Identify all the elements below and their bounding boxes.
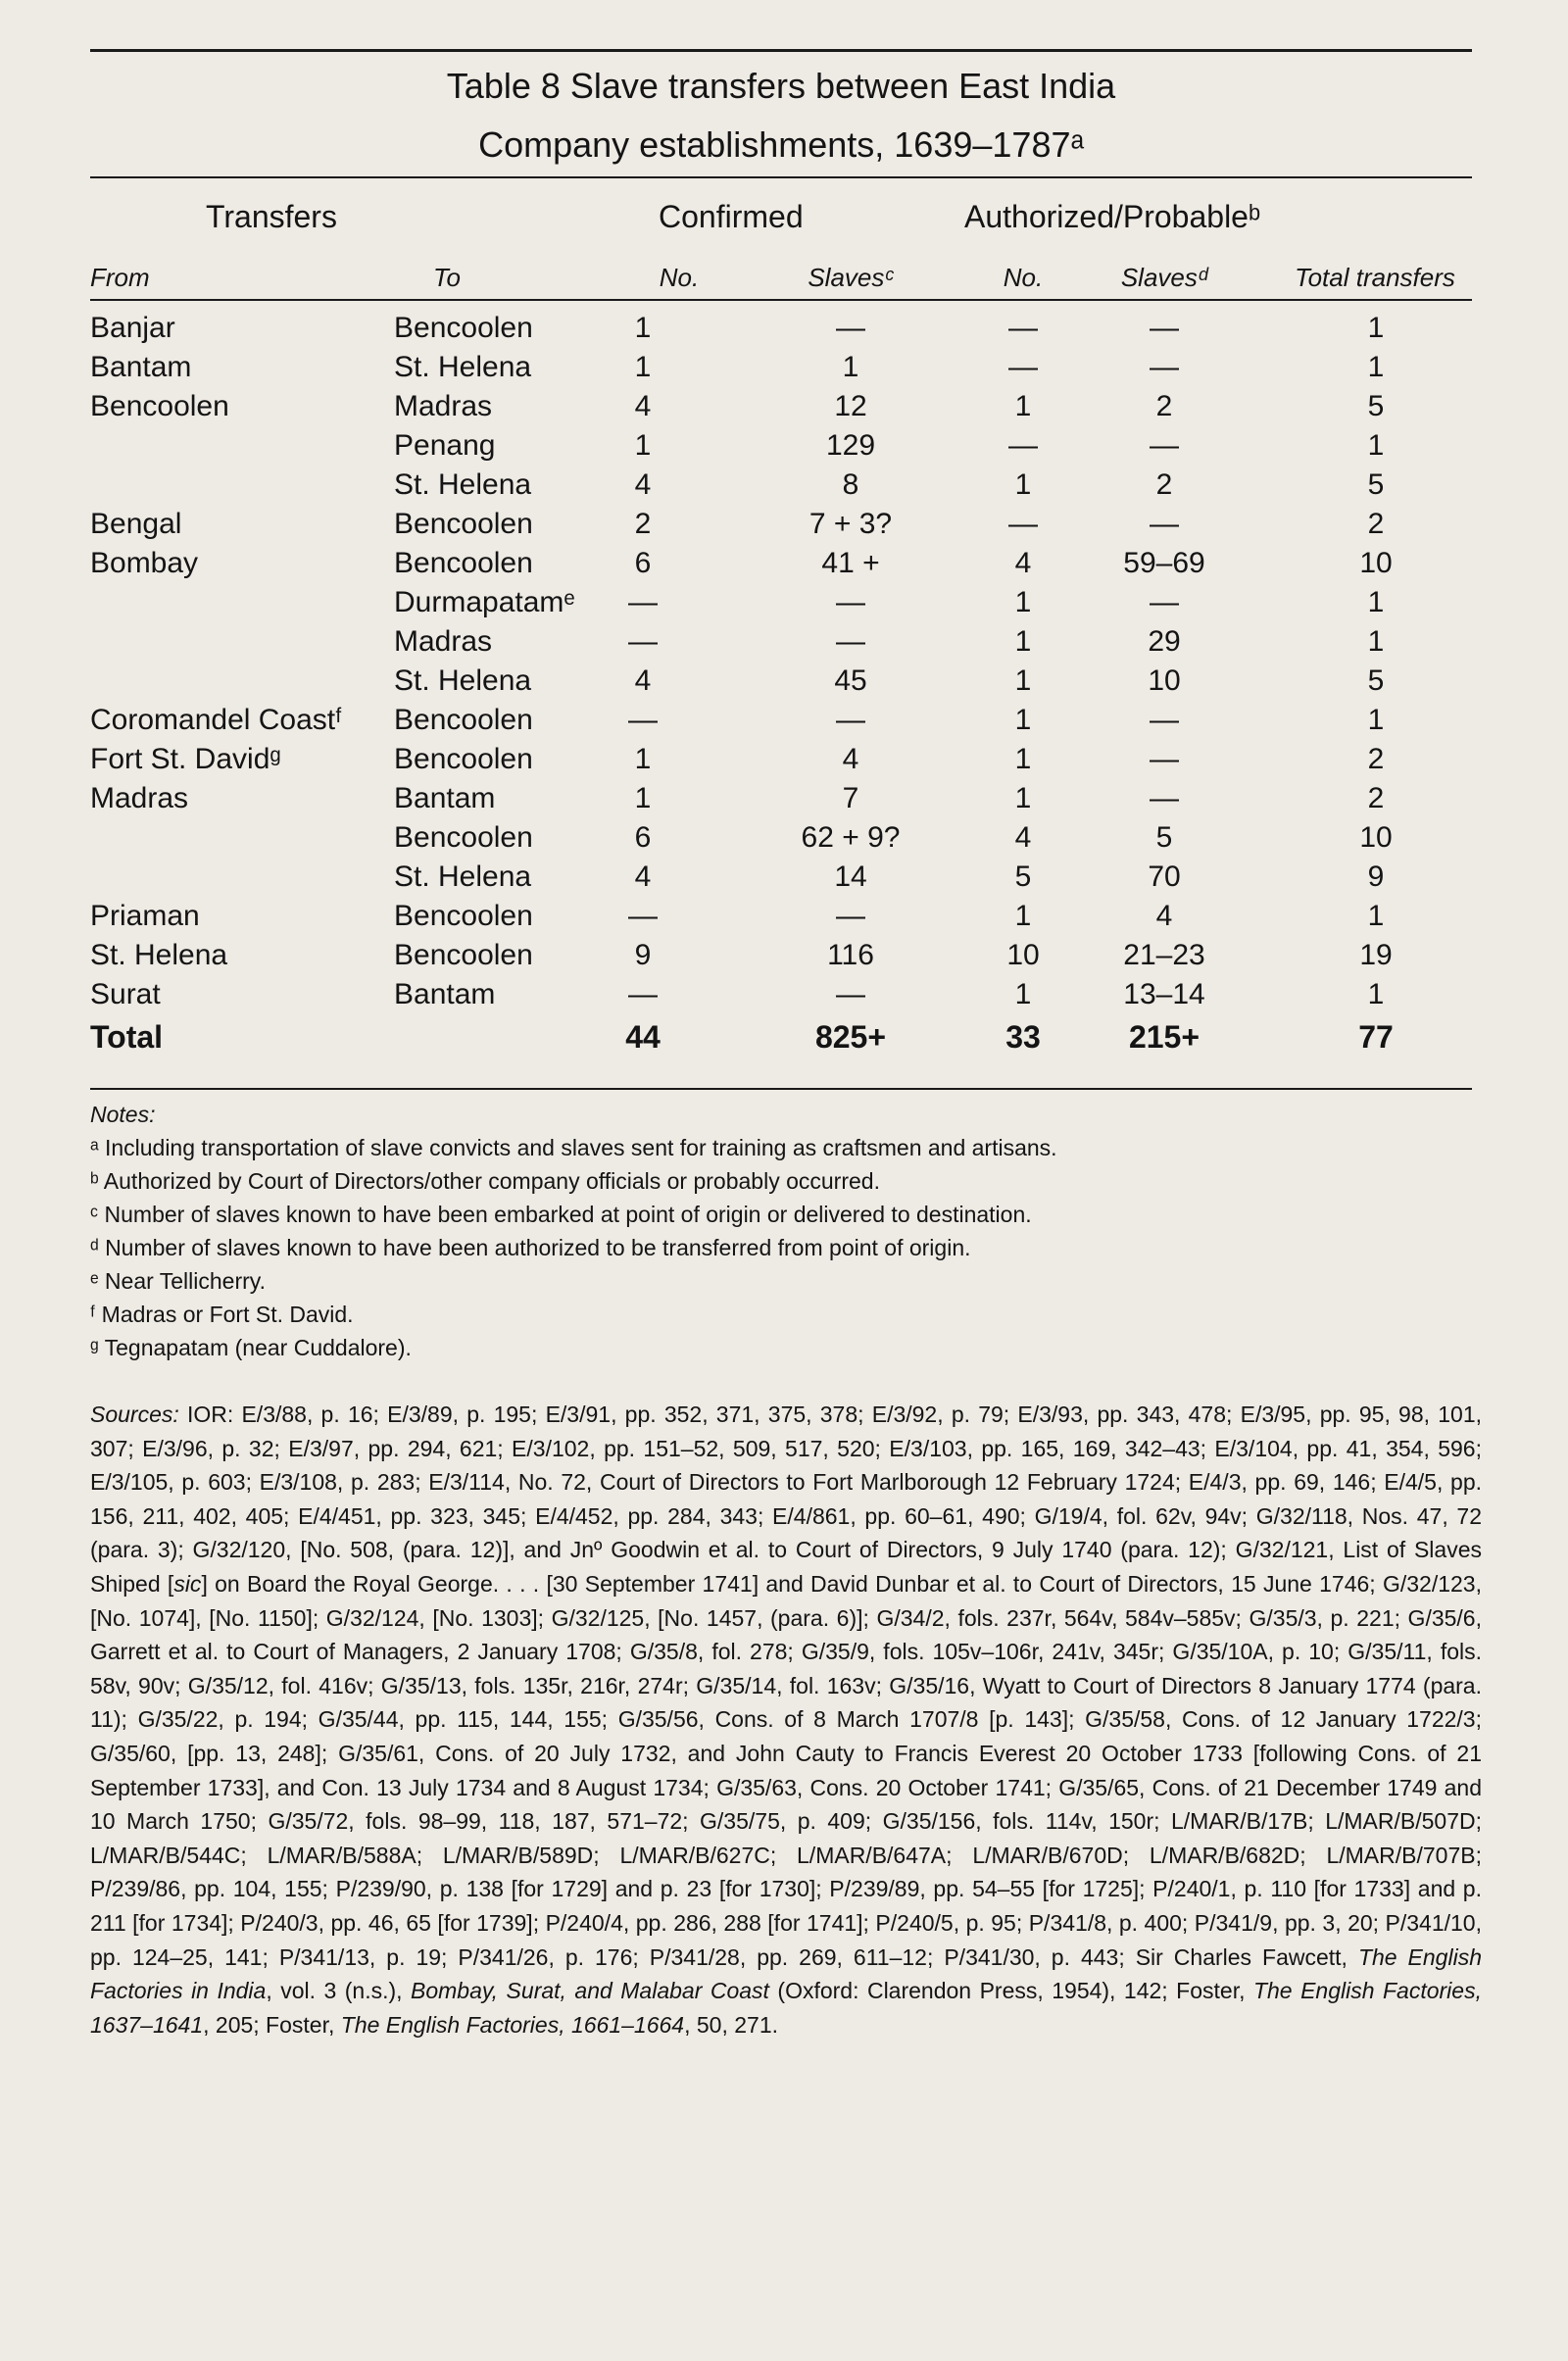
cell-authorized-slaves: 2 — [1155, 390, 1173, 422]
cell-from: St. Helena — [90, 939, 228, 971]
cell-from: Coromandel Coastᶠ — [90, 704, 342, 736]
title-rule — [90, 176, 1472, 178]
cell-confirmed-slaves: — — [836, 900, 865, 932]
cell-authorized-no: 4 — [1014, 821, 1032, 854]
cell-confirmed-no: 1 — [634, 351, 652, 383]
header-authorized: Authorized/Probableᵇ — [964, 199, 1261, 234]
cell-to: Bencoolen — [394, 900, 533, 932]
sources-text-3: , vol. 3 (n.s.), — [266, 1978, 412, 2004]
cell-authorized-no: — — [1008, 351, 1038, 383]
cell-total-transfers: 1 — [1367, 900, 1385, 932]
cell-authorized-slaves: 29 — [1148, 625, 1181, 658]
note-b: ᵇ Authorized by Court of Directors/other company officials or probably occurred. — [90, 1168, 880, 1194]
table-title-line1: Table 8 Slave transfers between East India — [446, 66, 1116, 106]
cell-confirmed-no: — — [628, 900, 658, 932]
cell-confirmed-slaves: 12 — [834, 390, 867, 422]
cell-authorized-slaves: 10 — [1148, 664, 1181, 697]
cell-confirmed-slaves: 4 — [842, 743, 859, 775]
cell-from: Bombay — [90, 547, 199, 579]
cell-authorized-no: 1 — [1014, 900, 1032, 932]
total-authorized-no: 33 — [1005, 1019, 1041, 1055]
cell-authorized-no: 1 — [1014, 978, 1032, 1010]
cell-total-transfers: 2 — [1367, 743, 1385, 775]
top-rule — [90, 49, 1472, 52]
cell-authorized-no: — — [1008, 508, 1038, 540]
sources-text-6: , 50, 271. — [684, 2011, 779, 2038]
cell-total-transfers: 1 — [1367, 312, 1385, 344]
note-a: ᵃ Including transportation of slave convicts and slaves sent for training as craftsmen and artisans. — [90, 1135, 1057, 1160]
total-authorized-slaves: 215+ — [1128, 1019, 1200, 1055]
cell-from: Surat — [90, 978, 161, 1010]
sources-text-2: ] on Board the Royal George. . . . [30 September 1741] and David Dunbar et al. to Court of Directors, 15 June 1746; G/32/123, [No. 1074], [No. 1150]; G/32/124, [No. 1303]; G/32/125, [No. 1457, (para. 6)]; G/34/2, fols. 237r, 564v, 584v–585v; G/35/3, p. 221; G/35/6, Garrett et al. to Court of Managers, 2 January 1708; G/35/8, fol. 278; G/35/9, fols. 105v–106r, 241v, 345r; G/35/10A, p. 10; G/35/11, fols. 58v, 90v; G/35/12, fol. 416v; G/35/13, fols. 135r, 216r, 274r; G/35/14, fol. 163v; G/35/16, Wyatt to Court of Directors 8 January 1774 (para. 11); G/35/22, p. 194; G/35/44, pp. 115, 144, 155; G/35/56, Cons. of 8 March 1707/8 [p. 143]; G/35/58, Cons. of 12 January 1722/3; G/35/60, [pp. 13, 248]; G/35/61, Cons. of 20 July 1732, and John Cauty to Francis Everest 20 October 1733 [following Cons. of 21 September 1733], and Con. 13 July 1734 and 8 August 1734; G/35/63, Cons. 20 October 1741; G/35/65, Cons. of 21 December 1749 and 10 March 1750; G/35/72, fols. 98–99, 118, 187, 571–72; G/35/75, p. 409; G/35/156, fols. 114v, 150r; L/MAR/B/17B; L/MAR/B/507D; L/MAR/B/544C; L/MAR/B/588A; L/MAR/B/589D; L/MAR/B/627C; L/MAR/B/647A; L/MAR/B/670D; L/MAR/B/682D; L/MAR/B/707B; P/239/86, pp. 104, 155; P/239/90, p. 138 [for 1729] and p. 23 [for 1730]; P/239/89, pp. 54–55 [for 1725]; P/240/1, p. 110 [for 1733] and p. 211 [for 1734]; P/240/3, pp. 46, 65 [for 1739]; P/240/4, pp. 286, 288 [for 1741]; P/240/5, p. 95; P/341/8, p. 400; P/341/9, pp. 3, 20; P/341/10, pp. 124–25, 141; P/341/13, p. 19; P/341/26, p. 176; P/341/28, pp. 269, 611–12; P/341/30, p. 443; Sir Charles Fawcett, — [90, 1570, 1482, 1970]
cell-total-transfers: 1 — [1367, 704, 1385, 736]
cell-confirmed-no: 1 — [634, 429, 652, 462]
cell-confirmed-no: 1 — [634, 782, 652, 814]
cell-confirmed-no: 6 — [634, 547, 652, 579]
cell-confirmed-no: 2 — [634, 508, 652, 540]
cell-confirmed-slaves: — — [836, 978, 865, 1010]
sources-label: Sources: — [90, 1402, 179, 1427]
note-g: ᵍ Tegnapatam (near Cuddalore). — [90, 1335, 412, 1360]
cell-from: Bantam — [90, 351, 192, 383]
cell-to: Bencoolen — [394, 704, 533, 736]
cell-total-transfers: 5 — [1367, 390, 1385, 422]
cell-confirmed-no: 4 — [634, 664, 652, 697]
notes-label: Notes: — [90, 1102, 156, 1127]
cell-authorized-slaves: — — [1150, 586, 1179, 618]
cell-confirmed-no: 4 — [634, 390, 652, 422]
subheader-total-transfers: Total transfers — [1295, 263, 1455, 292]
sources-section — [90, 1398, 1482, 2041]
cell-authorized-no: 1 — [1014, 625, 1032, 658]
sources-text-5: , 205; Foster, — [203, 2011, 341, 2038]
cell-authorized-slaves: — — [1150, 351, 1179, 383]
cell-total-transfers: 1 — [1367, 429, 1385, 462]
cell-authorized-no: 1 — [1014, 390, 1032, 422]
cell-to: Madras — [394, 625, 493, 658]
note-d: ᵈ Number of slaves known to have been authorized to be transferred from point of origin. — [90, 1235, 971, 1260]
cell-confirmed-no: — — [628, 978, 658, 1010]
cell-confirmed-no: 6 — [634, 821, 652, 854]
total-transfers: 77 — [1358, 1019, 1394, 1055]
cell-authorized-slaves: 13–14 — [1123, 978, 1205, 1010]
cell-total-transfers: 1 — [1367, 586, 1385, 618]
cell-to: Bencoolen — [394, 821, 533, 854]
cell-authorized-no: — — [1008, 429, 1038, 462]
cell-authorized-slaves: — — [1150, 704, 1179, 736]
cell-authorized-slaves: — — [1150, 312, 1179, 344]
sources-book-3: The English Factories, 1661–1664 — [340, 2011, 685, 2038]
cell-confirmed-slaves: 129 — [825, 429, 876, 462]
cell-authorized-no: — — [1008, 312, 1038, 344]
header-rule — [90, 299, 1472, 301]
cell-authorized-no: 1 — [1014, 782, 1032, 814]
cell-to: Bantam — [394, 978, 496, 1010]
cell-total-transfers: 10 — [1359, 821, 1393, 854]
subheader-from: From — [90, 263, 150, 292]
note-c: ᶜ Number of slaves known to have been embarked at point of origin or delivered to destination. — [90, 1202, 1032, 1227]
cell-confirmed-slaves: — — [836, 704, 865, 736]
subheader-confirmed-no: No. — [659, 263, 700, 292]
cell-authorized-no: 1 — [1014, 664, 1032, 697]
subheader-authorized-no: No. — [1003, 263, 1044, 292]
cell-authorized-slaves: 21–23 — [1123, 939, 1205, 971]
cell-confirmed-slaves: 1 — [842, 351, 859, 383]
cell-from: Fort St. Davidᵍ — [90, 743, 281, 775]
cell-total-transfers: 5 — [1367, 468, 1385, 501]
cell-confirmed-no: 9 — [634, 939, 652, 971]
cell-from: Madras — [90, 782, 189, 814]
cell-confirmed-slaves: 45 — [834, 664, 867, 697]
cell-authorized-slaves: — — [1150, 743, 1179, 775]
cell-to: Bencoolen — [394, 508, 533, 540]
cell-from: Bencoolen — [90, 390, 229, 422]
sources-book-2: The English Factories, 1637–1641 — [90, 1978, 1482, 2038]
cell-confirmed-slaves: 7 + 3? — [808, 508, 893, 540]
cell-confirmed-slaves: 41 + — [821, 547, 880, 579]
cell-to: Durmapatamᵉ — [394, 586, 575, 618]
cell-to: St. Helena — [394, 468, 532, 501]
cell-confirmed-no: 4 — [634, 468, 652, 501]
cell-confirmed-slaves: — — [836, 312, 865, 344]
cell-total-transfers: 1 — [1367, 978, 1385, 1010]
cell-authorized-no: 1 — [1014, 586, 1032, 618]
subheader-confirmed-slaves: Slavesᶜ — [808, 263, 894, 292]
cell-to: Bencoolen — [394, 743, 533, 775]
cell-authorized-slaves: 59–69 — [1123, 547, 1205, 579]
total-confirmed-slaves: 825+ — [814, 1019, 887, 1055]
cell-confirmed-no: — — [628, 625, 658, 658]
cell-confirmed-no: 4 — [634, 861, 652, 893]
cell-confirmed-slaves: 116 — [827, 939, 874, 971]
subheader-to: To — [433, 263, 461, 292]
cell-to: Bantam — [394, 782, 496, 814]
total-label: Total — [90, 1019, 164, 1055]
cell-authorized-no: 1 — [1014, 743, 1032, 775]
cell-total-transfers: 9 — [1367, 861, 1385, 893]
bottom-rule — [90, 1088, 1472, 1090]
cell-to: Bencoolen — [394, 939, 533, 971]
cell-authorized-slaves: 5 — [1155, 821, 1173, 854]
cell-authorized-slaves: 2 — [1155, 468, 1173, 501]
cell-to: Bencoolen — [394, 547, 533, 579]
cell-authorized-slaves: 70 — [1148, 861, 1181, 893]
cell-confirmed-no: — — [628, 704, 658, 736]
sources-book-1: The English Factories in India — [90, 1943, 1482, 2004]
cell-from: Bengal — [90, 508, 182, 540]
sources-text-1: IOR: E/3/88, p. 16; E/3/89, p. 195; E/3/91, pp. 352, 371, 375, 378; E/3/92, p. 79; E/3/93, pp. 343, 478; E/3/95, pp. 95, 98, 101, 307; E/3/96, p. 32; E/3/97, pp. 294, 621; E/3/102, pp. 151–52, 509, 517, 520; E/3/103, pp. 165, 169, 342–43; E/3/104, pp. 41, 354, 596; E/3/105, p. 603; E/3/108, p. 283; E/3/114, No. 72, Court of Directors to Fort Marlborough 12 February 1724; E/4/3, pp. 69, 146; E/4/5, pp. 156, 211, 402, 405; E/4/451, pp. 323, 345; E/4/452, pp. 284, 343; E/4/861, pp. 60–61, 490; G/19/4, fol. 62v, 94v; G/32/118, Nos. 47, 72 (para. 3); G/32/120, [No. 508, (para. 12)], and Jnº Goodwin et al. to Court of Directors, 9 July 1740 (para. 12); G/32/121, List of Slaves Shiped [ — [90, 1402, 1482, 1597]
cell-authorized-no: 10 — [1006, 939, 1040, 971]
subheader-authorized-slaves: Slavesᵈ — [1120, 263, 1208, 292]
cell-confirmed-no: 1 — [634, 312, 652, 344]
cell-total-transfers: 1 — [1367, 625, 1385, 658]
sources-text-4: (Oxford: Clarendon Press, 1954), 142; Foster, — [768, 1978, 1253, 2004]
cell-confirmed-slaves: — — [836, 625, 865, 658]
cell-authorized-no: 1 — [1014, 704, 1032, 736]
cell-total-transfers: 19 — [1359, 939, 1393, 971]
cell-confirmed-no: 1 — [634, 743, 652, 775]
sources-book-1b: Bombay, Surat, and Malabar Coast — [411, 1978, 769, 2004]
cell-from: Banjar — [90, 312, 175, 344]
cell-to: Bencoolen — [394, 312, 533, 344]
cell-authorized-no: 1 — [1014, 468, 1032, 501]
cell-authorized-slaves: — — [1150, 508, 1179, 540]
cell-authorized-no: 5 — [1014, 861, 1032, 893]
sources-sic: sic — [173, 1570, 202, 1597]
cell-to: Penang — [394, 429, 496, 462]
cell-total-transfers: 5 — [1367, 664, 1385, 697]
cell-total-transfers: 2 — [1367, 508, 1385, 540]
cell-total-transfers: 10 — [1359, 547, 1393, 579]
cell-authorized-no: 4 — [1014, 547, 1032, 579]
cell-to: St. Helena — [394, 351, 532, 383]
cell-total-transfers: 2 — [1367, 782, 1385, 814]
header-confirmed: Confirmed — [659, 199, 804, 234]
header-transfers: Transfers — [206, 199, 337, 234]
cell-to: St. Helena — [394, 664, 532, 697]
total-confirmed-no: 44 — [625, 1019, 661, 1055]
note-e: ᵉ Near Tellicherry. — [90, 1268, 266, 1294]
cell-confirmed-slaves: 62 + 9? — [801, 821, 901, 854]
cell-to: Madras — [394, 390, 493, 422]
cell-total-transfers: 1 — [1367, 351, 1385, 383]
cell-confirmed-slaves: 14 — [834, 861, 867, 893]
note-f: ᶠ Madras or Fort St. David. — [90, 1302, 354, 1327]
cell-confirmed-slaves: 8 — [842, 468, 859, 501]
table-title-line2: Company establishments, 1639–1787ᵃ — [478, 124, 1084, 165]
cell-confirmed-slaves: 7 — [842, 782, 859, 814]
cell-from: Priaman — [90, 900, 200, 932]
cell-authorized-slaves: 4 — [1155, 900, 1173, 932]
cell-to: St. Helena — [394, 861, 532, 893]
cell-authorized-slaves: — — [1150, 429, 1179, 462]
cell-confirmed-slaves: — — [836, 586, 865, 618]
cell-authorized-slaves: — — [1150, 782, 1179, 814]
notes-section — [90, 1098, 1482, 1364]
cell-confirmed-no: — — [628, 586, 658, 618]
